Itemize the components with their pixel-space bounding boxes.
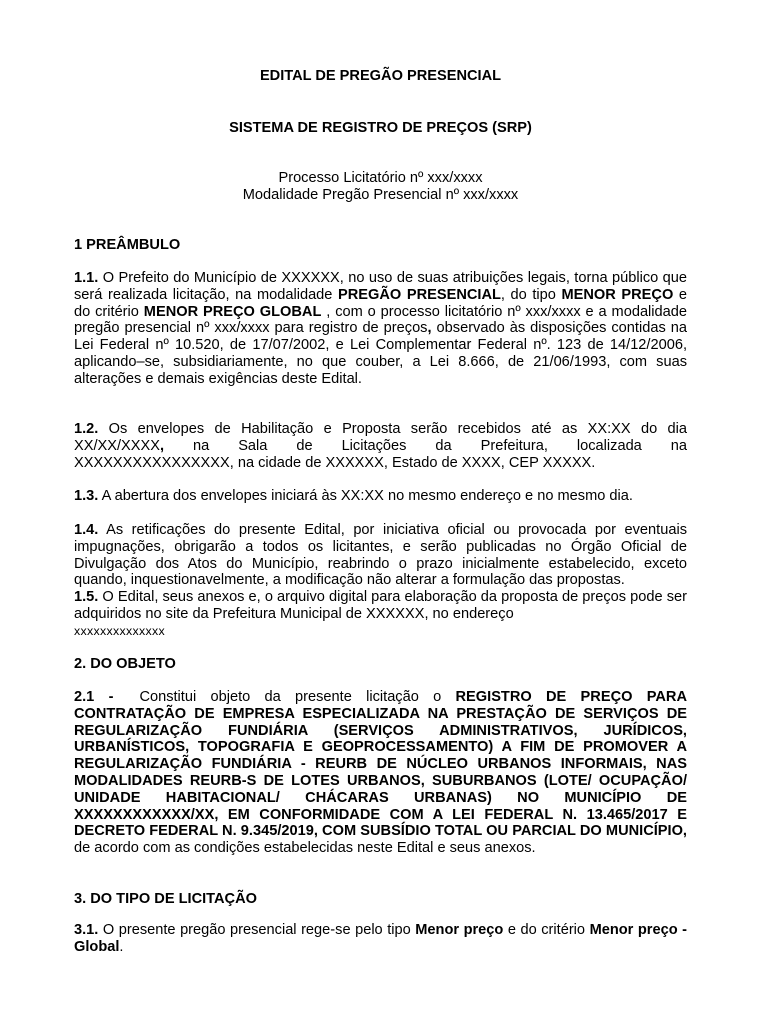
document-title: EDITAL DE PREGÃO PRESENCIAL (259, 68, 502, 84)
modalidade-line: Modalidade Pregão Presencial nº xxx/xxxx (242, 187, 519, 203)
site-address: xxxxxxxxxxxxxx (74, 623, 165, 638)
paragraph-text: , com o processo licitatório nº xxx/xxxx e a modalidade pregão presencial nº xxx/xxxx para registro de preços (74, 303, 688, 337)
paragraph-text: e do critério (503, 922, 590, 938)
processo-line: Processo Licitatório nº xxx/xxxx (278, 170, 483, 186)
paragraph-text: observado às disposições contidas na Lei Federal nº 10.520, de 17/07/2002, e Lei Complementar Federal nº. 123 de 14/12/2006, aplicando–se, subsidiariamente, no que couber, a Lei 8.666, de 21/06/1993, com suas alterações e demais exigências deste Edital. (74, 320, 687, 387)
paragraph-2-1 (74, 689, 687, 857)
paragraph-text: , do tipo (500, 286, 562, 303)
bold-text: , (159, 437, 165, 454)
paragraph-last-line: XXXXXXXXXXXXXXXX, na cidade de XXXXXX, Estado de XXXX, CEP XXXXX. (74, 454, 596, 471)
paragraph-text: e do critério (74, 286, 688, 320)
paragraph-number: 1.5. (74, 589, 99, 605)
document-subtitle: SISTEMA DE REGISTRO DE PREÇOS (SRP) (229, 120, 532, 136)
paragraph-justified-lines (74, 421, 687, 455)
paragraph-1-5 (74, 589, 687, 639)
paragraph-number: 1.4. (74, 522, 99, 538)
section-2-heading: 2. DO OBJETO (74, 656, 176, 672)
bold-text: PREGÃO PRESENCIAL (338, 286, 501, 303)
paragraph-text: O Prefeito do Município de XXXXXX, no uso de suas atribuições legais, torna público que será realizada licitação, na modalidade (74, 270, 687, 303)
bold-text: , (427, 320, 432, 337)
section-3-heading: 3. DO TIPO DE LICITAÇÃO (74, 891, 257, 907)
paragraph-number: 1.3. (74, 488, 99, 504)
bold-text: Menor preço (415, 922, 504, 938)
paragraph-3-1 (74, 922, 687, 956)
paragraph-1-2 (74, 421, 687, 471)
bold-text: Menor preço - Global (74, 922, 688, 955)
paragraph-text: . (119, 938, 124, 955)
paragraph-number: 1.2. (74, 421, 99, 437)
paragraph-text: de acordo com as condições estabelecidas neste Edital e seus anexos. (74, 840, 536, 857)
paragraph-text: As retificações do presente Edital, por iniciativa oficial ou provocada por eventuais impugnações, obrigarão a todos os licitantes, e serão publicadas no Órgão Oficial de Divulgação dos Atos do Município, reabrindo o prazo inicialmente estabelecido, exceto quando, inquestionavelmente, a modificação não alterar a formulação das propostas. (74, 522, 687, 589)
paragraph-1-1 (74, 270, 687, 388)
paragraph-1-3 (74, 488, 687, 505)
paragraph-text: Constitui objeto da presente licitação o (139, 689, 456, 705)
bold-text: MENOR PREÇO (561, 286, 674, 303)
paragraph-number: 3.1. (74, 922, 99, 938)
paragraph-text: na Sala de Licitações da Prefeitura, localizada na (164, 437, 687, 454)
bold-text: MENOR PREÇO GLOBAL (143, 303, 322, 320)
bold-text: REGISTRO DE PREÇO PARA CONTRATAÇÃO DE EMPRESA ESPECIALIZADA NA PRESTAÇÃO DE SERVIÇOS DE REGULARIZAÇÃO FUNDIÁRIA (SERVIÇOS ADMINISTRATIVOS, JURÍDICOS, URBANÍSTICOS, TOPOGRAFIA E GEOPROCESSAMENTO) A FIM DE PROMOVER A REGULARIZAÇÃO FUNDIÁRIA - REURB DE NÚCLEO URBANOS INFORMAIS, NAS MODALIDADES REURB-S DE LOTES URBANOS, SUBURBANOS (LOTE/ OCUPAÇÃO/ UNIDADE HABITACIONAL/ CHÁCARAS URBANAS) NO MUNICÍPIO DE XXXXXXXXXXXX/XX, EM CONFORMIDADE COM A LEI FEDERAL N. 13.465/2017 E DECRETO FEDERAL N. 9.345/2019, COM SUBSÍDIO TOTAL OU PARCIAL DO MUNICÍPIO, (74, 689, 688, 840)
paragraph-number: 2.1 - (74, 689, 114, 705)
paragraph-text: O presente pregão presencial rege-se pelo tipo (98, 922, 416, 938)
paragraph-1-4 (74, 522, 687, 589)
section-1-heading: 1 PREÂMBULO (74, 237, 181, 253)
paragraph-text: O Edital, seus anexos e, o arquivo digital para elaboração da proposta de preços pode ser adquiridos no site da Prefeitura Municipal de XXXXXX, no endereço (74, 589, 687, 622)
paragraph-text: Os envelopes de Habilitação e Proposta serão recebidos até as XX:XX do dia XX/XX/XXXX (74, 421, 687, 454)
paragraph-number: 1.1. (74, 270, 99, 286)
paragraph-text: A abertura dos envelopes iniciará às XX:XX no mesmo endereço e no mesmo dia. (98, 488, 633, 504)
